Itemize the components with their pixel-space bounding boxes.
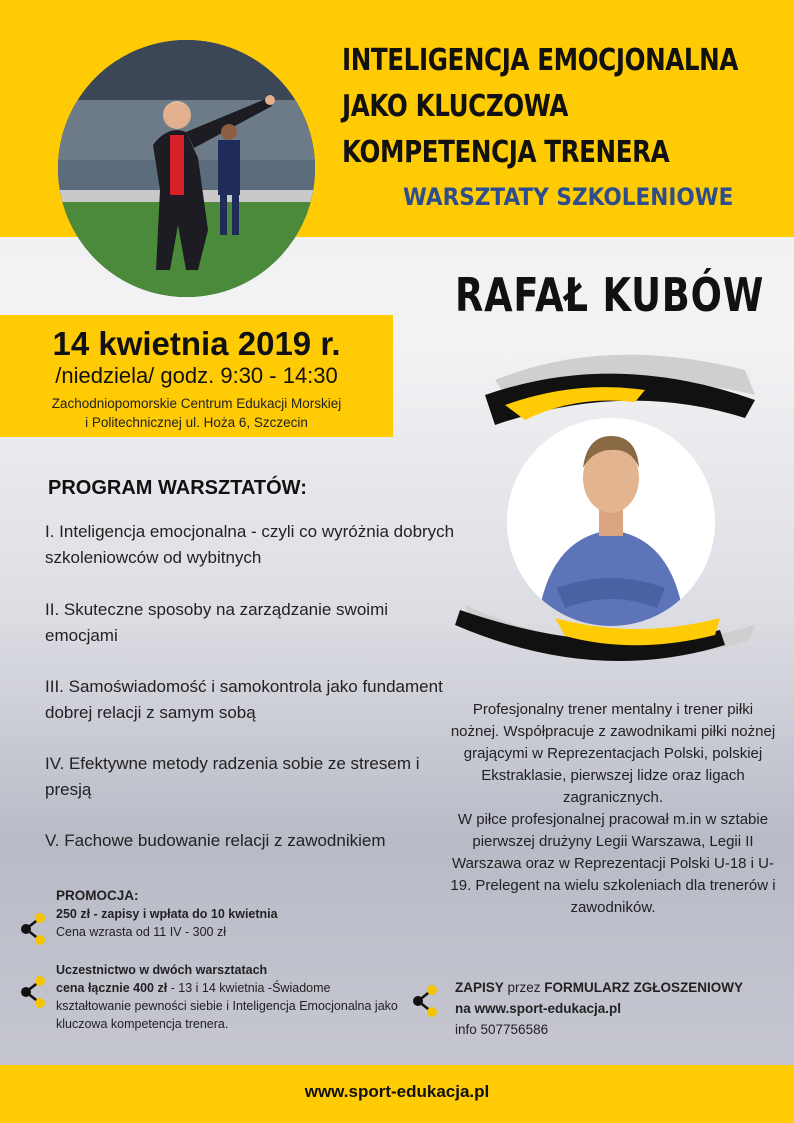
share-icon — [18, 912, 48, 946]
event-day-time: /niedziela/ godz. 9:30 - 14:30 — [55, 363, 338, 388]
bio-paragraph-1: Profesjonalny trener mentalny i trener piłki nożnej. Współpracuje z zawodnikami piłki nożnej grającymi w Reprezentacjach Polski, polskiej Ekstraklasie, pierwszej lidze oraz ligach zagranicznych. — [450, 701, 776, 806]
signup-block — [455, 977, 785, 1040]
program-item: IV. Efektywne metody radzenia sobie ze stresem i presją — [45, 754, 420, 799]
signup-website[interactable]: na www.sport-edukacja.pl — [455, 1001, 622, 1016]
venue-line-2: i Politechnicznej ul. Hoża 6, Szczecin — [85, 415, 308, 430]
program-item: II. Skuteczne sposoby na zarządzanie swoimi emocjami — [45, 600, 389, 645]
date-box — [0, 315, 393, 437]
title-line-2: JAKO KLUCZOWA — [342, 89, 569, 124]
coach-photo-art — [58, 40, 315, 297]
bundle-heading: Uczestnictwo w dwóch warsztatach — [56, 963, 268, 977]
trainer-bio — [448, 699, 778, 919]
promotion-block — [56, 887, 326, 941]
bundle-block — [56, 961, 401, 1033]
promo-price-note: Cena wzrasta od 11 IV - 300 zł — [56, 925, 226, 939]
share-icon — [410, 984, 440, 1018]
promo-heading: PROMOCJA: — [56, 888, 139, 903]
program-item: III. Samoświadomość i samokontrola jako fundament dobrej relacji z samym sobą — [45, 677, 443, 722]
coach-photo — [58, 40, 315, 297]
program-item: I. Inteligencja emocjonalna - czyli co wyróżnia dobrych szkoleniowców od wybitnych — [45, 522, 455, 567]
event-date: 14 kwietnia 2019 r. — [52, 325, 341, 362]
venue-line-1: Zachodniopomorskie Centrum Edukacji Morskiej — [51, 396, 342, 411]
title-line-1: INTELIGENCJA EMOCJONALNA — [342, 43, 738, 78]
bio-paragraph-2: W piłce profesjonalnej pracował m.in w sztabie pierwszej drużyny Legii Warszawa, Legii II Warszawa oraz w Reprezentacji Polski U-18 i U-19. Prelegent na wielu szkoleniach dla trenerów i zawodników. — [450, 811, 776, 916]
trainer-portrait-art — [507, 418, 715, 626]
workshop-title — [342, 38, 738, 176]
signup-form-link[interactable]: FORMULARZ ZGŁOSZENIOWY — [544, 980, 744, 995]
event-venue — [0, 394, 393, 432]
footer-band — [0, 1065, 794, 1123]
share-icon — [18, 975, 48, 1009]
signup-line: ZAPISY przez FORMULARZ ZGŁOSZENIOWY — [455, 980, 744, 995]
program-heading: PROGRAM WARSZTATÓW: — [48, 477, 307, 499]
trainer-name: RAFAŁ KUBÓW — [455, 268, 765, 322]
signup-phone: info 507756586 — [455, 1022, 549, 1037]
signup-label: ZAPISY — [455, 980, 504, 995]
trainer-portrait — [507, 418, 715, 626]
promo-price-line: 250 zł - zapisy i wpłata do 10 kwietnia — [56, 907, 278, 921]
bundle-description: - 13 i 14 kwietnia -Świadome kształtowanie pewności siebie i Inteligencja Emocjonalna jako kluczowa kompetencja trenera. — [56, 981, 398, 1031]
footer-url[interactable]: www.sport-edukacja.pl — [304, 1082, 490, 1101]
title-line-3: KOMPETENCJA TRENERA — [342, 135, 670, 170]
program-item: V. Fachowe budowanie relacji z zawodnikiem — [45, 831, 386, 850]
workshop-subtitle: WARSZTATY SZKOLENIOWE — [403, 183, 734, 211]
bundle-price: cena łącznie 400 zł — [56, 981, 168, 995]
